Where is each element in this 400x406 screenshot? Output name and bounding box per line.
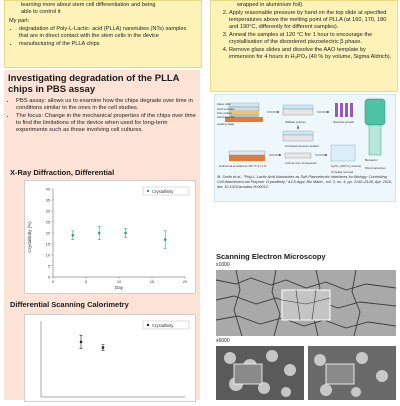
dsc-point [102,346,105,349]
method-step: 2. Apply reasonable pressure by hand on the top slide at specified temperatures above the melting point of PLLA (at 160, 170, 180 and 190°C, differently for different samples). [229,10,393,31]
my-part-label: My part: [9,18,30,24]
label-pure-pellets: Pure pellets [217,111,232,115]
method-box [210,0,398,92]
xrd-xtick-label: 10 [116,280,122,284]
xrd-point [164,238,167,241]
xrd-point [72,234,75,237]
xrd-xtick-label: 5 [84,280,88,284]
xrd-ytick-label: 20 [45,231,50,236]
sem-mag-6000: x6000 [216,338,230,344]
xrd-legend [143,187,189,195]
xrd-ylabel: Crystallinity (%) [27,221,32,253]
fabrication-figure [214,94,396,202]
intro-line-2: able to control it [21,9,61,15]
method-step: 4. Remove glass slides and dissolve the AAO template by immersion for 4 hours in H₃PO₄ (40 % by volume, Sigma Aldrich). [229,47,393,61]
dsc-title: Differential Scanning Calorimetry [10,300,129,309]
xrd-ytick-label: 25 [45,220,50,225]
xrd-ytick-label: 5 [47,264,50,269]
intro-line-1: learning more about stem cell differentiation and being [21,2,156,8]
dsc-legend [143,321,189,329]
label-heating-stage: Heating stage [217,122,235,126]
xrd-marks [71,226,166,248]
xrd-chart [24,180,196,294]
xrd-xtick-label: 15 [149,280,155,284]
dsc-marks [80,335,105,350]
dsc-chart [24,314,196,402]
my-part-list [9,26,195,49]
label-overhead-press: Overhead pressure applied [285,144,319,148]
label-cool: Cool at room temperature [285,161,317,165]
xrd-ytick-label: 35 [45,198,50,203]
nanotube-illustration [335,103,353,117]
label-plla-nanotubes: PLLA nanotubes [365,166,386,170]
sem-title: Scanning Electron Microscopy [216,252,326,261]
label-aluminium-foil: Aluminium foil [217,115,235,119]
xrd-ytick-label: 10 [45,253,50,258]
sem-image-x1000 [216,270,396,336]
label-aao: AAO template [217,107,235,111]
section-bullet: • The focus: Change in the mechanical properties of the chips over time to find the limitations of the device when used for long-term experiments such as those involving cell cultures. [16,113,196,134]
my-part-item: • degradation of Poly-L-Lactic- acid (PLLA) nanotubes (NTs) samples that are in direct contact with the stem cells in the device [19,26,195,40]
dsc-chart-svg [25,315,195,401]
label-bioreactor: Bioreactor [365,158,378,162]
xrd-point [98,232,101,235]
dsc-axes [41,321,185,397]
label-template-removal: Template removal [331,170,354,174]
method-steps [217,10,393,62]
dsc-legend-label: Crystallinity [152,323,174,328]
label-infiltrate: Infiltrate polymer [285,120,306,124]
xrd-ytick-label: 30 [45,209,50,214]
figure-caption: M. Smith et al., "Poly-L-Lactic Acid Nanotubes as Soft Piezoelectric Interfaces for Biology: Controlling Cell Attachment via Polymer Crystallinity," ACS Appl. Bio Mater., vol. 3, no. 4, pp. 2140–2149, Apr. 2020, doi: 10.1021/acsabm.0c00012. [217,175,393,189]
xrd-chart-svg [25,181,195,293]
label-isothermal: Isothermal annealed at 120 °C for 1 hr [219,164,267,168]
xrd-point [124,232,127,235]
xrd-axes [46,187,187,284]
label-h3po4: H₃PO₄ (40% by volume) [331,164,362,168]
xrd-legend-label: Crystallinity [152,189,174,194]
method-bullet: wrapped in aluminium foil). [237,2,304,8]
sem-image-x6000 [216,346,396,400]
section-bullet: • PBS assay: allows us to examine how the chips degrade over time in conditions similar to the ones in the cell studies. [16,98,196,112]
xrd-ytick-label: 0 [47,275,50,280]
section-title: Investigating degradation of the PLLA chips in PBS assay [8,73,180,95]
xrd-ytick-label: 40 [45,187,50,192]
label-nanowire: Nanowire growth [333,120,354,124]
xrd-title: X-Ray Diffraction, Differential [10,168,115,177]
intro-box [4,0,202,68]
degradation-section [4,70,200,400]
sem-mag-1000: x1000 [216,262,230,268]
method-step: 3. Anneal the samples at 120 °C for 1 hour to encourage the crystallisation of the disordered piezoelectric β phase. [229,32,393,46]
xrd-xtick-label: 20 [182,280,188,284]
xrd-xlabel: Day [114,285,124,290]
label-glass-slide: Glass slide [217,102,231,106]
xrd-ytick-label: 15 [45,242,50,247]
xrd-xtick-label: 0 [51,280,55,284]
my-part-item: • manufacturing of the PLLA chips [19,41,195,48]
section-bullets [6,98,196,135]
dsc-point [80,341,83,344]
